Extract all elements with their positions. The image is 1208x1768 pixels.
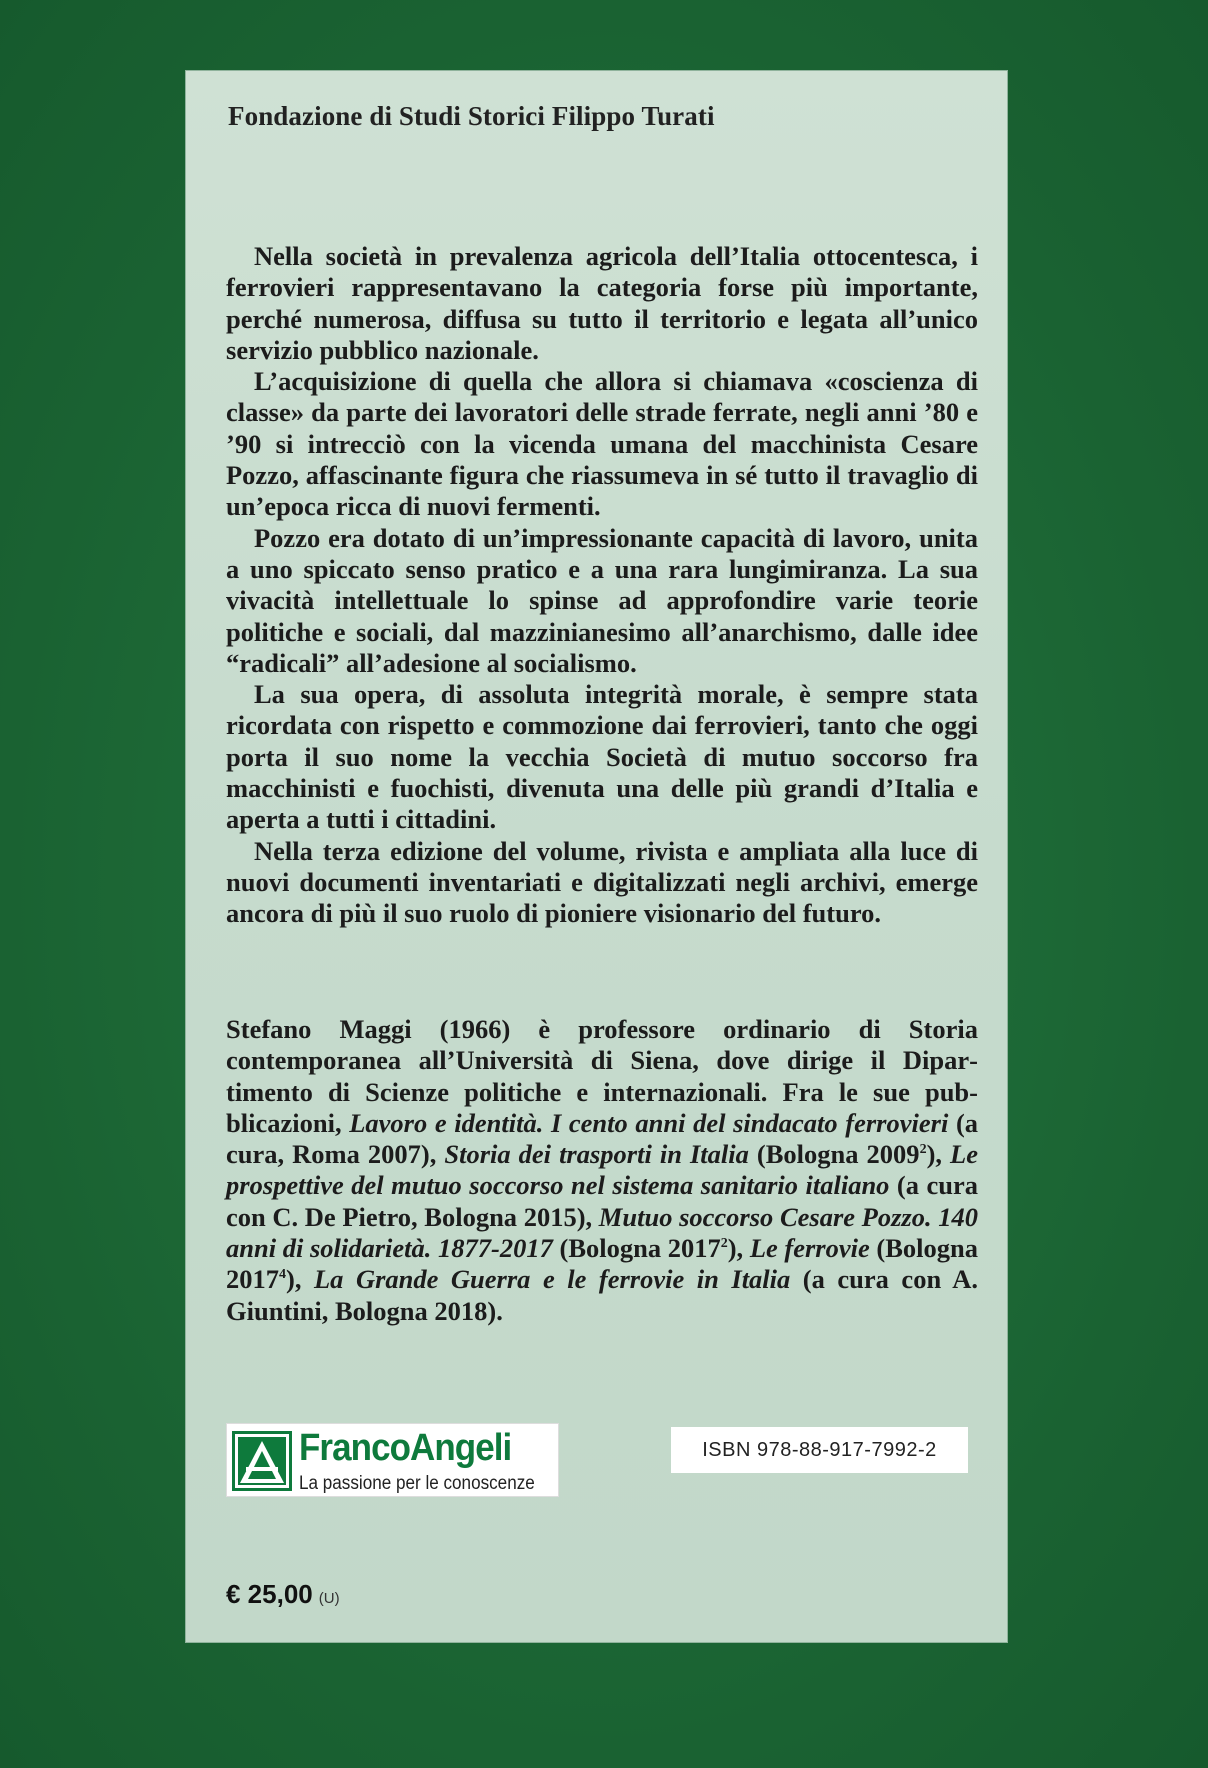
- bio-work-title: Le ferrovie: [749, 1233, 870, 1264]
- price-amount: € 25,00: [226, 1579, 313, 1609]
- book-description: [226, 241, 978, 930]
- bio-work-title: La Grande Guerra e le ferrovie in Italia: [313, 1264, 791, 1295]
- description-paragraph: Pozzo era dotato di un’impressionante capacità di lavoro, unita a uno spiccato senso pratico e a una rara lungimiranza. La sua vivacità intellettuale lo spinse ad approfondire varie teorie politiche e sociali, dal mazzinianesimo all’anarchismo, dalle idee “radicali” all’adesione al socialismo.: [226, 522, 978, 678]
- edition-superscript: 2: [919, 1142, 927, 1158]
- bio-work-title: Storia dei trasporti in Italia: [444, 1139, 749, 1170]
- bio-work-note: ),: [286, 1264, 314, 1295]
- description-paragraph: Nella società in prevalenza agricola dell’Italia ottocentesca, i ferrovieri rappresentavano la categoria forse più importante, perché numerosa, diffusa su tutto il territorio e legata all’unico servizio pubblico nazionale.: [226, 241, 978, 365]
- francoangeli-logo-icon: [232, 1431, 292, 1491]
- bio-work-note: (Bologna 2017: [226, 1233, 978, 1295]
- edition-superscript: 2: [720, 1236, 728, 1252]
- edition-superscript: 4: [279, 1267, 286, 1283]
- bio-work-note: (Bologna 2009: [748, 1139, 920, 1170]
- bio-work-note: (a cura con C. De Pietro, Bologna 2015),: [226, 1170, 978, 1232]
- bio-work-note: (Bologna 2017: [552, 1233, 721, 1264]
- description-paragraph: La sua opera, di assoluta integrità morale, è sempre stata ricordata con rispetto e commozione dai ferrovieri, tanto che oggi porta il suo nome la vecchia Società di mutuo soccorso fra macchinisti e fuochisti, divenuta una delle più grandi d’Italia e aperta a tutti i cittadini.: [226, 679, 978, 835]
- publisher-name: FrancoAngeli: [299, 1427, 512, 1469]
- author-bio-paragraph: [226, 1014, 978, 1327]
- bio-intro: Stefano Maggi (1966) è professore ordinario di Storia contemporanea all’Università di Siena, dove dirige il Dipartimento di Scienze politiche e internazionali. Fra le sue pubblicazioni,: [226, 1014, 978, 1138]
- description-paragraph: Nella terza edizione del volume, rivista e ampliata alla luce di nuovi documenti inventariati e digitalizzati negli archivi, emerge ancora di più il suo ruolo di pioniere visionario del futuro.: [226, 835, 978, 929]
- bio-work-note: (a cura, Roma 2007),: [226, 1107, 979, 1170]
- isbn-label: ISBN 978-88-917-7992-2: [671, 1427, 968, 1473]
- publisher-logo: [226, 1423, 559, 1497]
- bio-work-title: Le prospettive del mutuo soccorso nel sistema sanitario italiano: [226, 1139, 978, 1201]
- back-cover-panel: [185, 70, 1008, 1643]
- price: [226, 1579, 340, 1610]
- bio-work-title: Lavoro e identità. I cento anni del sindacato ferrovieri: [349, 1107, 949, 1138]
- author-bio: [226, 1014, 978, 1327]
- bio-work-note: (a cura con A. Giuntini, Bologna 2018).: [226, 1264, 979, 1326]
- bio-work-note: ),: [926, 1139, 951, 1170]
- bio-work-note: ),: [727, 1233, 750, 1264]
- publisher-tagline: La passione per le conoscenze: [299, 1473, 535, 1494]
- description-paragraph: L’acquisizione di quella che allora si chiamava «coscienza di classe» da parte dei lavoratori delle strade ferrate, negli anni ’80 e ’90 si intrecciò con la vicenda umana del macchinista Cesare Pozzo, affascinante figura che riassumeva in sé tutto il travaglio di un’epoca ricca di nuovi fermenti.: [226, 366, 978, 522]
- bio-work-title: Mutuo soccorso Cesare Pozzo. 140 anni di solidarietà. 1877-2017: [226, 1201, 978, 1264]
- price-code: (U): [318, 1590, 340, 1607]
- foundation-name: Fondazione di Studi Storici Filippo Turati: [228, 101, 715, 131]
